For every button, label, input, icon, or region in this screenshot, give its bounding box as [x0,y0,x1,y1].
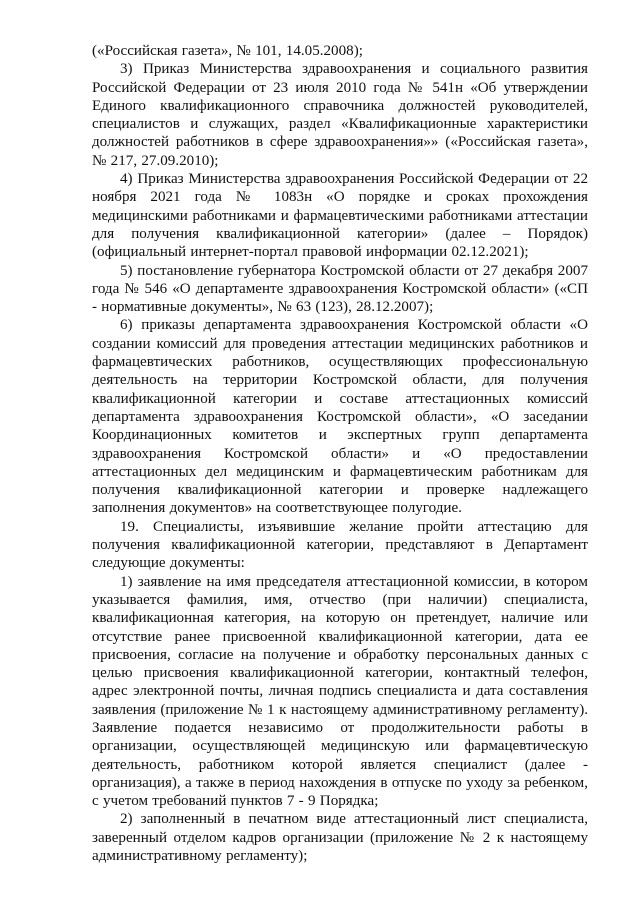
paragraph-item-5-governor-resolution: 5) постановление губернатора Костромской области от 27 декабря 2007 года № 546 «О департаменте здравоохранения Костромской области» («СП - нормативные документы», № 63 (123), 28.12.2007); [92,262,588,316]
paragraph-item-6-department-orders: 6) приказы департамента здравоохранения Костромской области «О создании комиссий для проведения аттестации медицинских работников и фармацевтических работников, осуществляющих профессиональную деятельность на территории Костромской области, для получения квалификационной категории и составе аттестационных комиссий департамента здравоохранения Костромской области», «О заседании Координационных комитетов и экспертных групп департамента здравоохранения Костромской области» и «О предоставлении аттестационных дел медицинским и фармацевтическим работникам для получения квалификационной категории и проверке надлежащего заполнения документов» на соответствующее полугодие. [92,317,588,517]
paragraph-item-4-order-1083n: 4) Приказ Министерства здравоохранения Российской Федерации от 22 ноября 2021 года № 1083н «О порядке и сроках прохождения медицинскими работниками и фармацевтическими работниками аттестации для получения квалификационной категории» (далее – Порядок) (официальный интернет-портал правовой информации 02.12.2021); [92,171,588,261]
paragraph-doc-1-application: 1) заявление на имя председателя аттестационной комиссии, в котором указывается фамилия, имя, отчество (при наличии) специалиста, квалификационная категория, на которую он претендует, наличие или отсутствие ранее присвоенной квалификационной категории, дата ее присвоения, согласие на получение и обработку персональных данных с целью присвоения квалификационной категории, контактный телефон, адрес электронной почты, личная подпись специалиста и дата составления заявления (приложение № 1 к настоящему административному регламенту). Заявление подается независимо от продолжительности работы в организации, осуществляющей медицинскую или фармацевтическую деятельность, работником которой является специалист (далее - организация), а также в период нахождения в отпуске по уходу за ребенком, с учетом требований пунктов 7 - 9 Порядка; [92,573,588,810]
paragraph-continuation-gazette: («Российская газета», № 101, 14.05.2008); [92,43,363,59]
paragraph-doc-2-attestation-sheet: 2) заполненный в печатном виде аттестационный лист специалиста, заверенный отделом кадров организации (приложение № 2 к настоящему административному регламенту); [92,811,588,865]
paragraph-item-3-order-541n: 3) Приказ Министерства здравоохранения и социального развития Российской Федерации от 23 июля 2010 года № 541н «Об утверждении Единого квалификационного справочника должностей руководителей, специалистов и служащих, раздел «Квалификационные характеристики должностей работников в сфере здравоохранения»» («Российская газета», № 217, 27.09.2010); [92,61,588,169]
paragraph-section-19: 19. Специалисты, изъявившие желание пройти аттестацию для получения квалификационной категории, представляют в Департамент следующие документы: [92,518,588,572]
